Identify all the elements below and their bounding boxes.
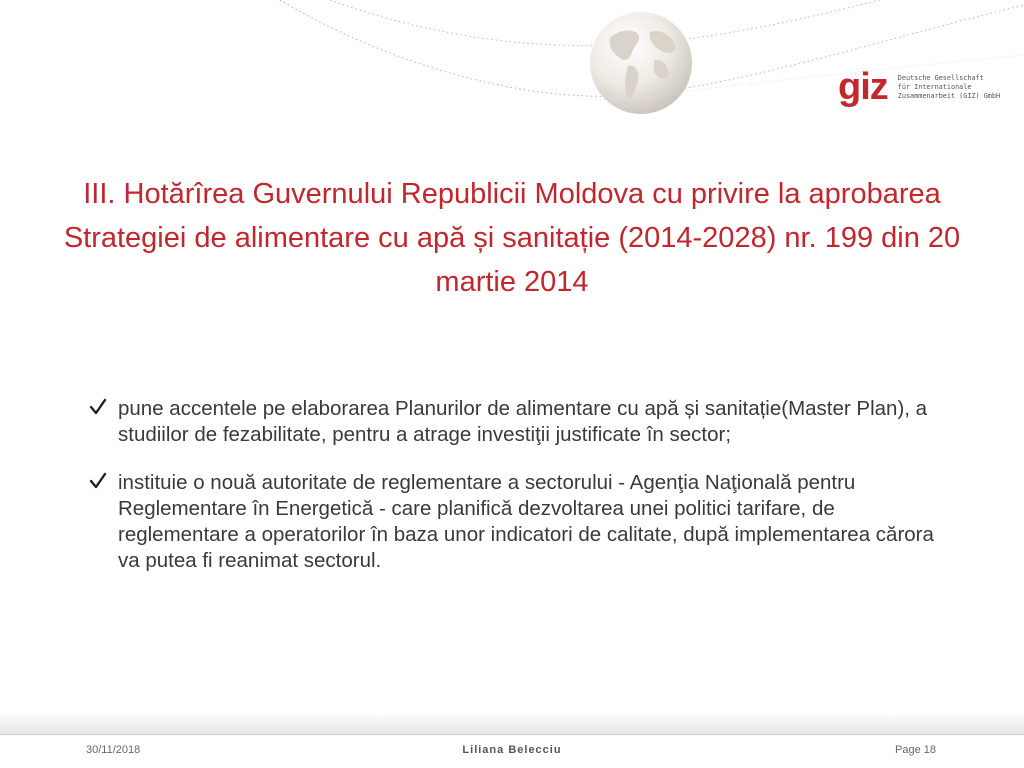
slide-title: III. Hotărîrea Guvernului Republicii Moldova cu privire la aprobarea Strategiei de alimentare cu apă și sanitație (2014-2028) nr. 199 din 20 martie 2014	[63, 178, 961, 298]
bullet-item	[88, 396, 948, 448]
logo-line: Zusammenarbeit (GIZ) GmbH	[897, 91, 1001, 100]
bullet-list	[88, 396, 948, 596]
footer-band	[0, 712, 1024, 734]
checkmark-icon	[88, 396, 118, 417]
globe-icon	[588, 10, 694, 116]
logo-line: Deutsche Gesellschaft	[897, 73, 984, 82]
dotted-arc-left	[280, 0, 640, 96]
bullet-text: pune accentele pe elaborarea Planurilor de alimentare cu apă și sanitație(Master Plan), a studiilor de fezabilitate, pentru a atrage investiţii justificate în sector;	[118, 397, 928, 446]
giz-logo	[838, 68, 1000, 106]
footer-divider	[0, 734, 1024, 735]
checkmark-icon	[88, 470, 118, 491]
giz-logo-text	[898, 74, 1000, 101]
bullet-text: instituie o nouă autoritate de reglementare a sectorului - Agenţia Naţională pentru Reglementare în Energetică - care planifică dezvoltarea unei politici tarifare, de reglementare a operatorilor în baza unor indicatori de calitate, după implementarea cărora va putea fi reanimat sectorul.	[118, 471, 934, 572]
logo-line: für Internationale	[897, 82, 972, 91]
bullet-item	[88, 470, 948, 574]
footer-page-number: Page 18	[895, 744, 936, 756]
footer-author: Liliana Belecciu	[462, 744, 562, 756]
giz-logo-mark: giz	[838, 66, 888, 108]
footer-date: 30/11/2018	[86, 744, 141, 756]
